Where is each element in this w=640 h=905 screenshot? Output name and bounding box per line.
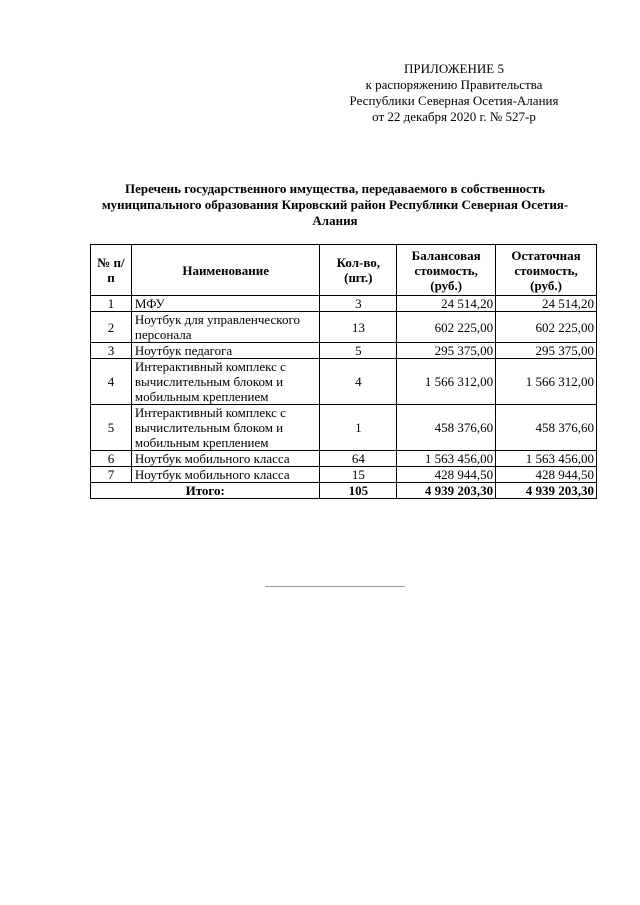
table-row: [91, 467, 597, 483]
row-residual: 428 944,50: [496, 467, 597, 483]
row-num: 5: [91, 405, 132, 451]
total-qty: 105: [320, 483, 397, 499]
row-balance: 1 563 456,00: [397, 451, 496, 467]
row-name: Интерактивный комплекс с вычислительным блоком и мобильным креплением: [131, 405, 320, 451]
row-num: 2: [91, 312, 132, 343]
table-row: [91, 343, 597, 359]
row-residual: 1 563 456,00: [496, 451, 597, 467]
row-balance: 458 376,60: [397, 405, 496, 451]
table-row: [91, 405, 597, 451]
table-row: [91, 359, 597, 405]
column-header-qty: Кол-во, (шт.): [320, 245, 397, 296]
footer-divider: [265, 586, 405, 587]
row-balance: 1 566 312,00: [397, 359, 496, 405]
row-residual: 1 566 312,00: [496, 359, 597, 405]
row-residual: 24 514,20: [496, 296, 597, 312]
column-header-balance: Балансовая стоимость, (руб.): [397, 245, 496, 296]
appendix-line-2: Республики Северная Осетия-Алания: [349, 93, 559, 108]
total-residual: 4 939 203,30: [496, 483, 597, 499]
document-title: Перечень государственного имущества, передаваемого в собственность муниципального образования Кировский район Республики Северная Осетия-Алания: [101, 181, 569, 228]
row-num: 7: [91, 467, 132, 483]
row-num: 4: [91, 359, 132, 405]
total-balance: 4 939 203,30: [397, 483, 496, 499]
row-name: Ноутбук для управленческого персонала: [131, 312, 320, 343]
property-table: [90, 244, 597, 499]
row-name: Ноутбук мобильного класса: [131, 451, 320, 467]
row-residual: 458 376,60: [496, 405, 597, 451]
row-name: Ноутбук педагога: [131, 343, 320, 359]
table-row: [91, 451, 597, 467]
appendix-header: [334, 61, 574, 125]
row-qty: 13: [320, 312, 397, 343]
row-qty: 3: [320, 296, 397, 312]
row-name: Ноутбук мобильного класса: [131, 467, 320, 483]
column-header-num: № п/п: [91, 245, 132, 296]
table-total-row: [91, 483, 597, 499]
row-num: 6: [91, 451, 132, 467]
row-balance: 428 944,50: [397, 467, 496, 483]
row-qty: 4: [320, 359, 397, 405]
row-qty: 15: [320, 467, 397, 483]
row-qty: 1: [320, 405, 397, 451]
row-balance: 602 225,00: [397, 312, 496, 343]
row-residual: 602 225,00: [496, 312, 597, 343]
appendix-date-number: от 22 декабря 2020 г. № 527-р: [372, 109, 536, 124]
table-header-row: [91, 245, 597, 296]
table-row: [91, 312, 597, 343]
total-label: Итого:: [91, 483, 320, 499]
row-balance: 24 514,20: [397, 296, 496, 312]
row-num: 1: [91, 296, 132, 312]
row-name: МФУ: [131, 296, 320, 312]
row-name: Интерактивный комплекс с вычислительным блоком и мобильным креплением: [131, 359, 320, 405]
table-row: [91, 296, 597, 312]
column-header-name: Наименование: [131, 245, 320, 296]
appendix-title: ПРИЛОЖЕНИЕ 5: [404, 61, 504, 76]
row-qty: 64: [320, 451, 397, 467]
row-qty: 5: [320, 343, 397, 359]
row-balance: 295 375,00: [397, 343, 496, 359]
appendix-line-1: к распоряжению Правительства: [365, 77, 543, 92]
column-header-residual: Остаточная стоимость, (руб.): [496, 245, 597, 296]
row-num: 3: [91, 343, 132, 359]
row-residual: 295 375,00: [496, 343, 597, 359]
